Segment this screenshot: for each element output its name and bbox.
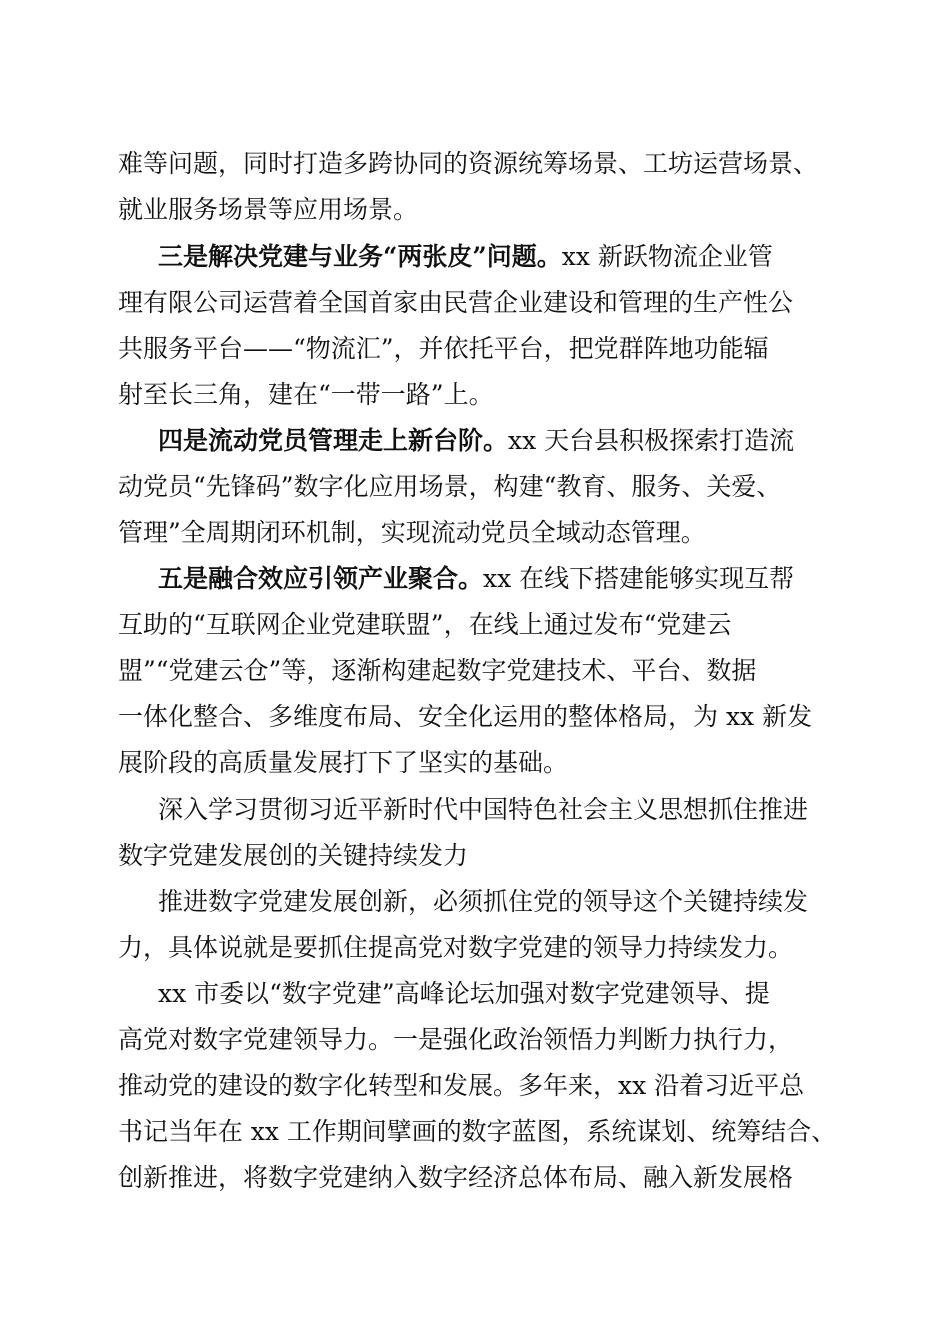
p2-line-2: 理有限公司运营着全国首家由民营企业建设和管理的生产性公: [118, 288, 794, 317]
p4-line-4: 一体化整合、多维度布局、安全化运用的整体格局，为 xx 新发: [118, 702, 813, 731]
p2-line-1-text: xx 新跃物流企业管: [561, 242, 773, 271]
p4-line-3: 盟”“党建云仓”等，逐渐构建起数字党建技术、平台、数据: [118, 656, 757, 685]
p7-line-1: xx 市委以“数字党建”高峰论坛加强对数字党建领导、提: [158, 979, 770, 1008]
p6-line-1: 推进数字党建发展创新，必须抓住党的领导这个关键持续发: [158, 887, 809, 916]
p3-line-1: [158, 424, 794, 458]
p7-line-3: 推动党的建设的数字化转型和发展。多年来，xx 沿着习近平总: [118, 1071, 805, 1100]
p2-line-3: 共服务平台——“物流汇”，并依托平台，把党群阵地功能辐: [118, 334, 769, 363]
p4-line-5: 展阶段的高质量发展打下了坚实的基础。: [118, 748, 569, 777]
p3-line-3: 管理”全周期闭环机制，实现流动党员全域动态管理。: [118, 518, 706, 547]
p5-line-1: 深入学习贯彻习近平新时代中国特色社会主义思想抓住推进: [158, 795, 809, 824]
p2-line-4: 射至长三角，建在“一带一路”上。: [118, 380, 494, 409]
p2-lead-heading: 三是解决党建与业务“两张皮”问题。: [158, 242, 562, 271]
p7-line-2: 高党对数字党建领导力。一是强化政治领悟力判断力执行力，: [118, 1025, 794, 1054]
p5-line-2: 数字党建发展创的关键持续发力: [118, 841, 469, 870]
p6-line-2: 力，具体说就是要抓住提高党对数字党建的领导力持续发力。: [118, 933, 794, 962]
p1-line-2: 就业服务场景等应用场景。: [118, 195, 419, 224]
p4-line-2: 互助的“互联网企业党建联盟”，在线上通过发布“党建云: [118, 610, 732, 639]
p3-line-1-text: xx 天台县积极探索打造流: [508, 426, 795, 455]
p3-lead-heading: 四是流动党员管理走上新台阶。: [158, 426, 509, 455]
p4-lead-heading: 五是融合效应引领产业聚合。: [158, 564, 484, 593]
p3-line-2: 动党员“先锋码”数字化应用场景，构建“教育、服务、关爱、: [118, 472, 782, 501]
p2-line-1: [158, 240, 773, 274]
p4-line-1: [158, 562, 794, 596]
p7-line-5: 创新推进，将数字党建纳入数字经济总体布局、融入新发展格: [118, 1163, 794, 1192]
p4-line-1-text: xx 在线下搭建能够实现互帮: [483, 564, 795, 593]
p1-line-1: 难等问题，同时打造多跨协同的资源统筹场景、工坊运营场景、: [118, 149, 819, 178]
p7-line-4: 书记当年在 xx 工作期间擘画的数字蓝图，系统谋划、统筹结合、: [118, 1117, 837, 1146]
